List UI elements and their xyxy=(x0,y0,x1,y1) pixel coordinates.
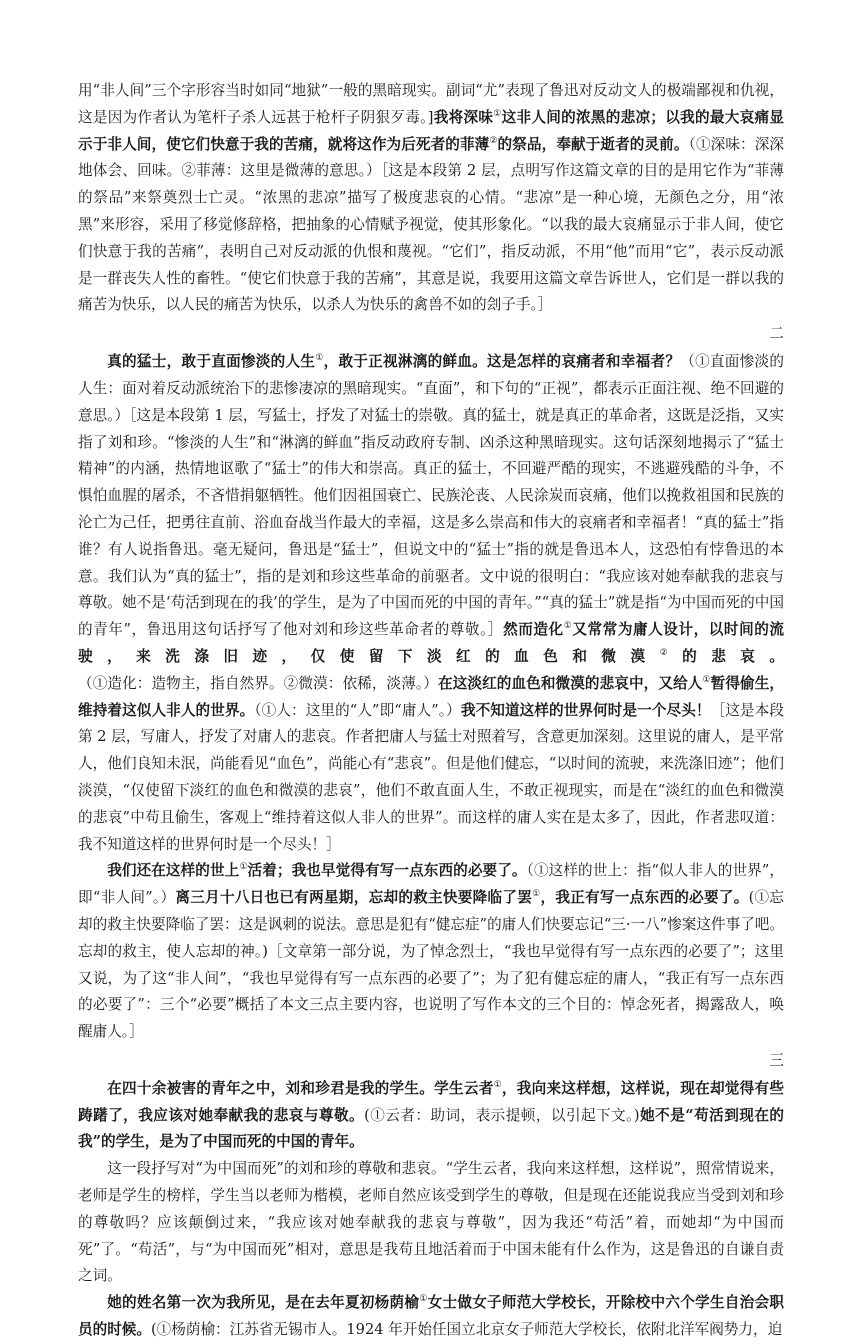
body-paragraph xyxy=(78,1076,784,1156)
original-text-run: 活着；我也早觉得有写一点东西的必要了。 xyxy=(247,862,527,880)
original-text-run: 暂得偷生，维持着这似人非人的世界。 xyxy=(78,674,784,719)
annotation-text-run: （①直面惨淡的人生：面对着反动派统治下的悲惨凄凉的黑暗现实。“直面”，和下句的“正视”，都表示正面注视、绝不回避的意思。）［这是本段第 1 层，写猛士，抒发了对猛士的崇敬。真的猛士，就是真正的革命者，这既是泛指，又实指了刘和珍。“惨淡的人生”和“淋漓的鲜血”指反动政府专制、凶杀这种黑暗现实。这句话深刻地揭示了“猛士精神”的内涵，热情地讴歌了“猛士”的伟大和崇高。真正的猛士，不回避严酷的现实，不逃避残酷的斗争，不惧怕血腥的屠杀，不吝惜捐躯牺牲。他们因祖国衰亡、民族沦丧、人民涂炭而哀痛，他们以挽救祖国和民族的沦亡为己任，把勇往直前、浴血奋战当作最大的幸福，这是多么崇高和伟大的哀痛者和幸福者！“真的猛士”指谁？有人说指鲁迅。毫无疑问，鲁迅是“猛士”，但说文中的“猛士”指的就是鲁迅本人，这恐怕有悖鲁迅的本意。我们认为“真的猛士”，指的是刘和珍这些革命的前驱者。文中说的很明白：“我应该对她奉献我的悲哀与尊敬。她不是‘苟活到现在的我’的学生，是为了中国而死的中国的青年。”“真的猛士”就是指“为中国而死的中国的青年”，鲁迅用这句话抒写了他对刘和珍这些革命者的尊敬。］ xyxy=(78,353,784,639)
annotation-text-run: （①造化：造物主，指自然界。②微漠：依稀，淡薄。） xyxy=(78,674,438,692)
original-text-run: 她的姓名第一次为我所见，是在去年夏初杨荫榆 xyxy=(107,1294,420,1312)
footnote-marker: ① xyxy=(702,674,711,685)
original-text-run: 的祭品，奉献于逝者的灵前。 xyxy=(497,135,689,153)
original-text-run: ，敢于正视淋漓的鲜血。这是怎样的哀痛者和幸福者？ xyxy=(323,353,681,371)
body-paragraph xyxy=(78,1290,784,1344)
original-text-run: 这非人间的浓黑的悲凉；以我的最大哀痛显示于非人间，使它们快意于我的苦痛，就将这作为后死者的菲薄 xyxy=(78,108,784,153)
annotation-text-run: （①人：这里的“人”即“庸人”。） xyxy=(254,701,461,719)
annotation-text-run: ［这是本段第 2 层，写庸人，抒发了对庸人的悲哀。作者把庸人与猛士对照着写，含意更加深刻。这里说的庸人，是平常人，他们良知未泯，尚能看见“血色”，尚能心有“悲哀”。但是他们健忘，“以时间的流驶，来洗涤旧迹”；他们淡漠，“仅使留下淡红的血色和微漠的悲哀”，他们不敢直面人生，不敢正视现实，而是在“淡红的血色和微漠的悲哀”中苟且偷生，客观上“维持着这似人非人的世界”。而这样的庸人实在是太多了，因此，作者悲叹道：我不知道这样的世界何时是一个尽头！］ xyxy=(78,701,784,853)
original-text-run: ，我向来这样想，这样说，现在却觉得有些踌躇了，我应该对她奉献我的悲哀与尊敬。 xyxy=(78,1079,784,1124)
original-text-run: 女士做女子师范大学校长，开除校中六个学生自治会职员的时候。 xyxy=(78,1294,784,1339)
annotation-text-run: (①忘却的救主快要降临了罢：这是讽刺的说法。意思是犯有“健忘症”的庸人们快要忘记“三·一八”惨案这件事了吧。忘却的救主，使人忘却的神。)［文章第一部分说，为了悼念烈士，“我也早觉得有写一点东西的必要了”；这里又说，为了这“非人间”，“我也早觉得有写一点东西的必要了”；为了犯有健忘症的庸人，“我正有写一点东西的必要了”：三个“必要”概括了本文三点主要内容，也说明了写作本文的三个目的：悼念死者，揭露敌人，唤醒庸人。］ xyxy=(78,889,784,1041)
document-page xyxy=(78,78,784,1344)
original-text-run: 我们还在这样的世上 xyxy=(107,862,240,880)
footnote-marker: ① xyxy=(493,108,502,119)
section-number-heading: 三 xyxy=(769,1051,784,1069)
section-number-heading: 二 xyxy=(769,325,784,343)
original-text-run: 又常常为庸人设计，以时间的流驶，来洗涤旧迹，仅使留下淡红的血色和微漠 xyxy=(78,621,784,665)
body-paragraph xyxy=(78,1156,784,1290)
annotation-text-run: 这一段抒写对“为中国而死”的刘和珍的尊敬和悲哀。“学生云者，我向来这样想，这样说”，照常情说来，老师是学生的榜样，学生当以老师为楷模，老师自然应该受到学生的尊敬，但是现在还能说我应当受到刘和珍的尊敬吗？应该颠倒过来，“我应该对她奉献我的悲哀与尊敬”，因为我还“苟活”着，而她却“为中国而死”了。“苟活”，与“为中国而死”相对，意思是我苟且地活着而于中国未能有什么作为，这是鲁迅的自谦自责之词。 xyxy=(78,1160,784,1285)
footnote-marker: ① xyxy=(532,889,541,900)
body-paragraph xyxy=(78,349,784,858)
original-text-run: 在这淡红的血色和微漠的悲哀中，又给人 xyxy=(438,674,703,692)
annotation-text-run: （①深味：深深地体会、回味。②菲薄：这里是微薄的意思。）［这是本段第 2 层，点明写作这篇文章的目的是用它作为“菲薄的祭品”来祭奠烈士亡灵。“浓黑的悲凉”描写了极度悲哀的心情。“悲凉”是一种心境，无颜色之分，用“浓黑”来形容，采用了移觉修辞格，把抽象的心情赋予视觉，使其形象化。“以我的最大哀痛显示于非人间，使它们快意于我的苦痛”，表明自己对反动派的仇恨和蔑视。“它们”，指反动派，不用“他”而用“它”，表示反动派是一群丧失人性的畜牲。“使它们快意于我的苦痛”，其意是说，我要用这篇文章告诉世人，它们是一群以我的痛苦为快乐，以人民的痛苦为快乐，以杀人为快乐的禽兽不如的刽子手。］ xyxy=(78,135,784,314)
original-text-run: 然而造化 xyxy=(503,621,564,639)
body-paragraph xyxy=(78,858,784,1046)
original-text-run: 我将深味 xyxy=(433,108,494,126)
footnote-marker: ① xyxy=(315,353,324,364)
original-text-run: ，我正有写一点东西的必要了。 xyxy=(540,889,749,907)
annotation-text-run: （①这样的世上：指“似人非人的世界”，即“非人间”。） xyxy=(78,862,784,907)
footnote-marker: ① xyxy=(239,862,248,873)
footnote-marker: ② xyxy=(659,648,683,659)
annotation-text-run: (①杨荫榆：江苏省无锡市人。1924 年开始任国立北京女子师范大学校长，依附北洋军阀势力，迫 xyxy=(150,1321,783,1339)
annotation-text-run: 用“非人间”三个字形容当时如同“地狱”一般的黑暗现实。副词“尤”表现了鲁迅对反动文人的极端鄙视和仇视，这是因为作者认为笔杆子杀人远甚于枪杆子阴狠歹毒。] xyxy=(78,82,784,126)
original-text-run: 离三月十八日也已有两星期，忘却的救主快要降临了罢 xyxy=(175,889,533,907)
footnote-marker: ① xyxy=(493,1080,502,1091)
original-text-run: 我不知道这样的世界何时是一个尽头！ xyxy=(460,701,711,719)
original-text-run: 在四十余被害的青年之中，刘和珍君是我的学生。学生云者 xyxy=(107,1079,494,1097)
annotation-text-run: (①云者：助词，表示提顿，以引起下文。) xyxy=(364,1106,640,1124)
footnote-marker: ① xyxy=(419,1294,428,1305)
original-text-run: 真的猛士，敢于直面惨淡的人生 xyxy=(107,353,316,371)
body-paragraph xyxy=(78,78,784,319)
original-text-run: 她不是“苟活到现在的我”的学生，是为了中国而死的中国的青年。 xyxy=(78,1106,784,1151)
footnote-marker: ① xyxy=(563,621,573,632)
footnote-marker: ② xyxy=(489,135,498,146)
original-text-run: 的悲哀。 xyxy=(682,647,784,665)
